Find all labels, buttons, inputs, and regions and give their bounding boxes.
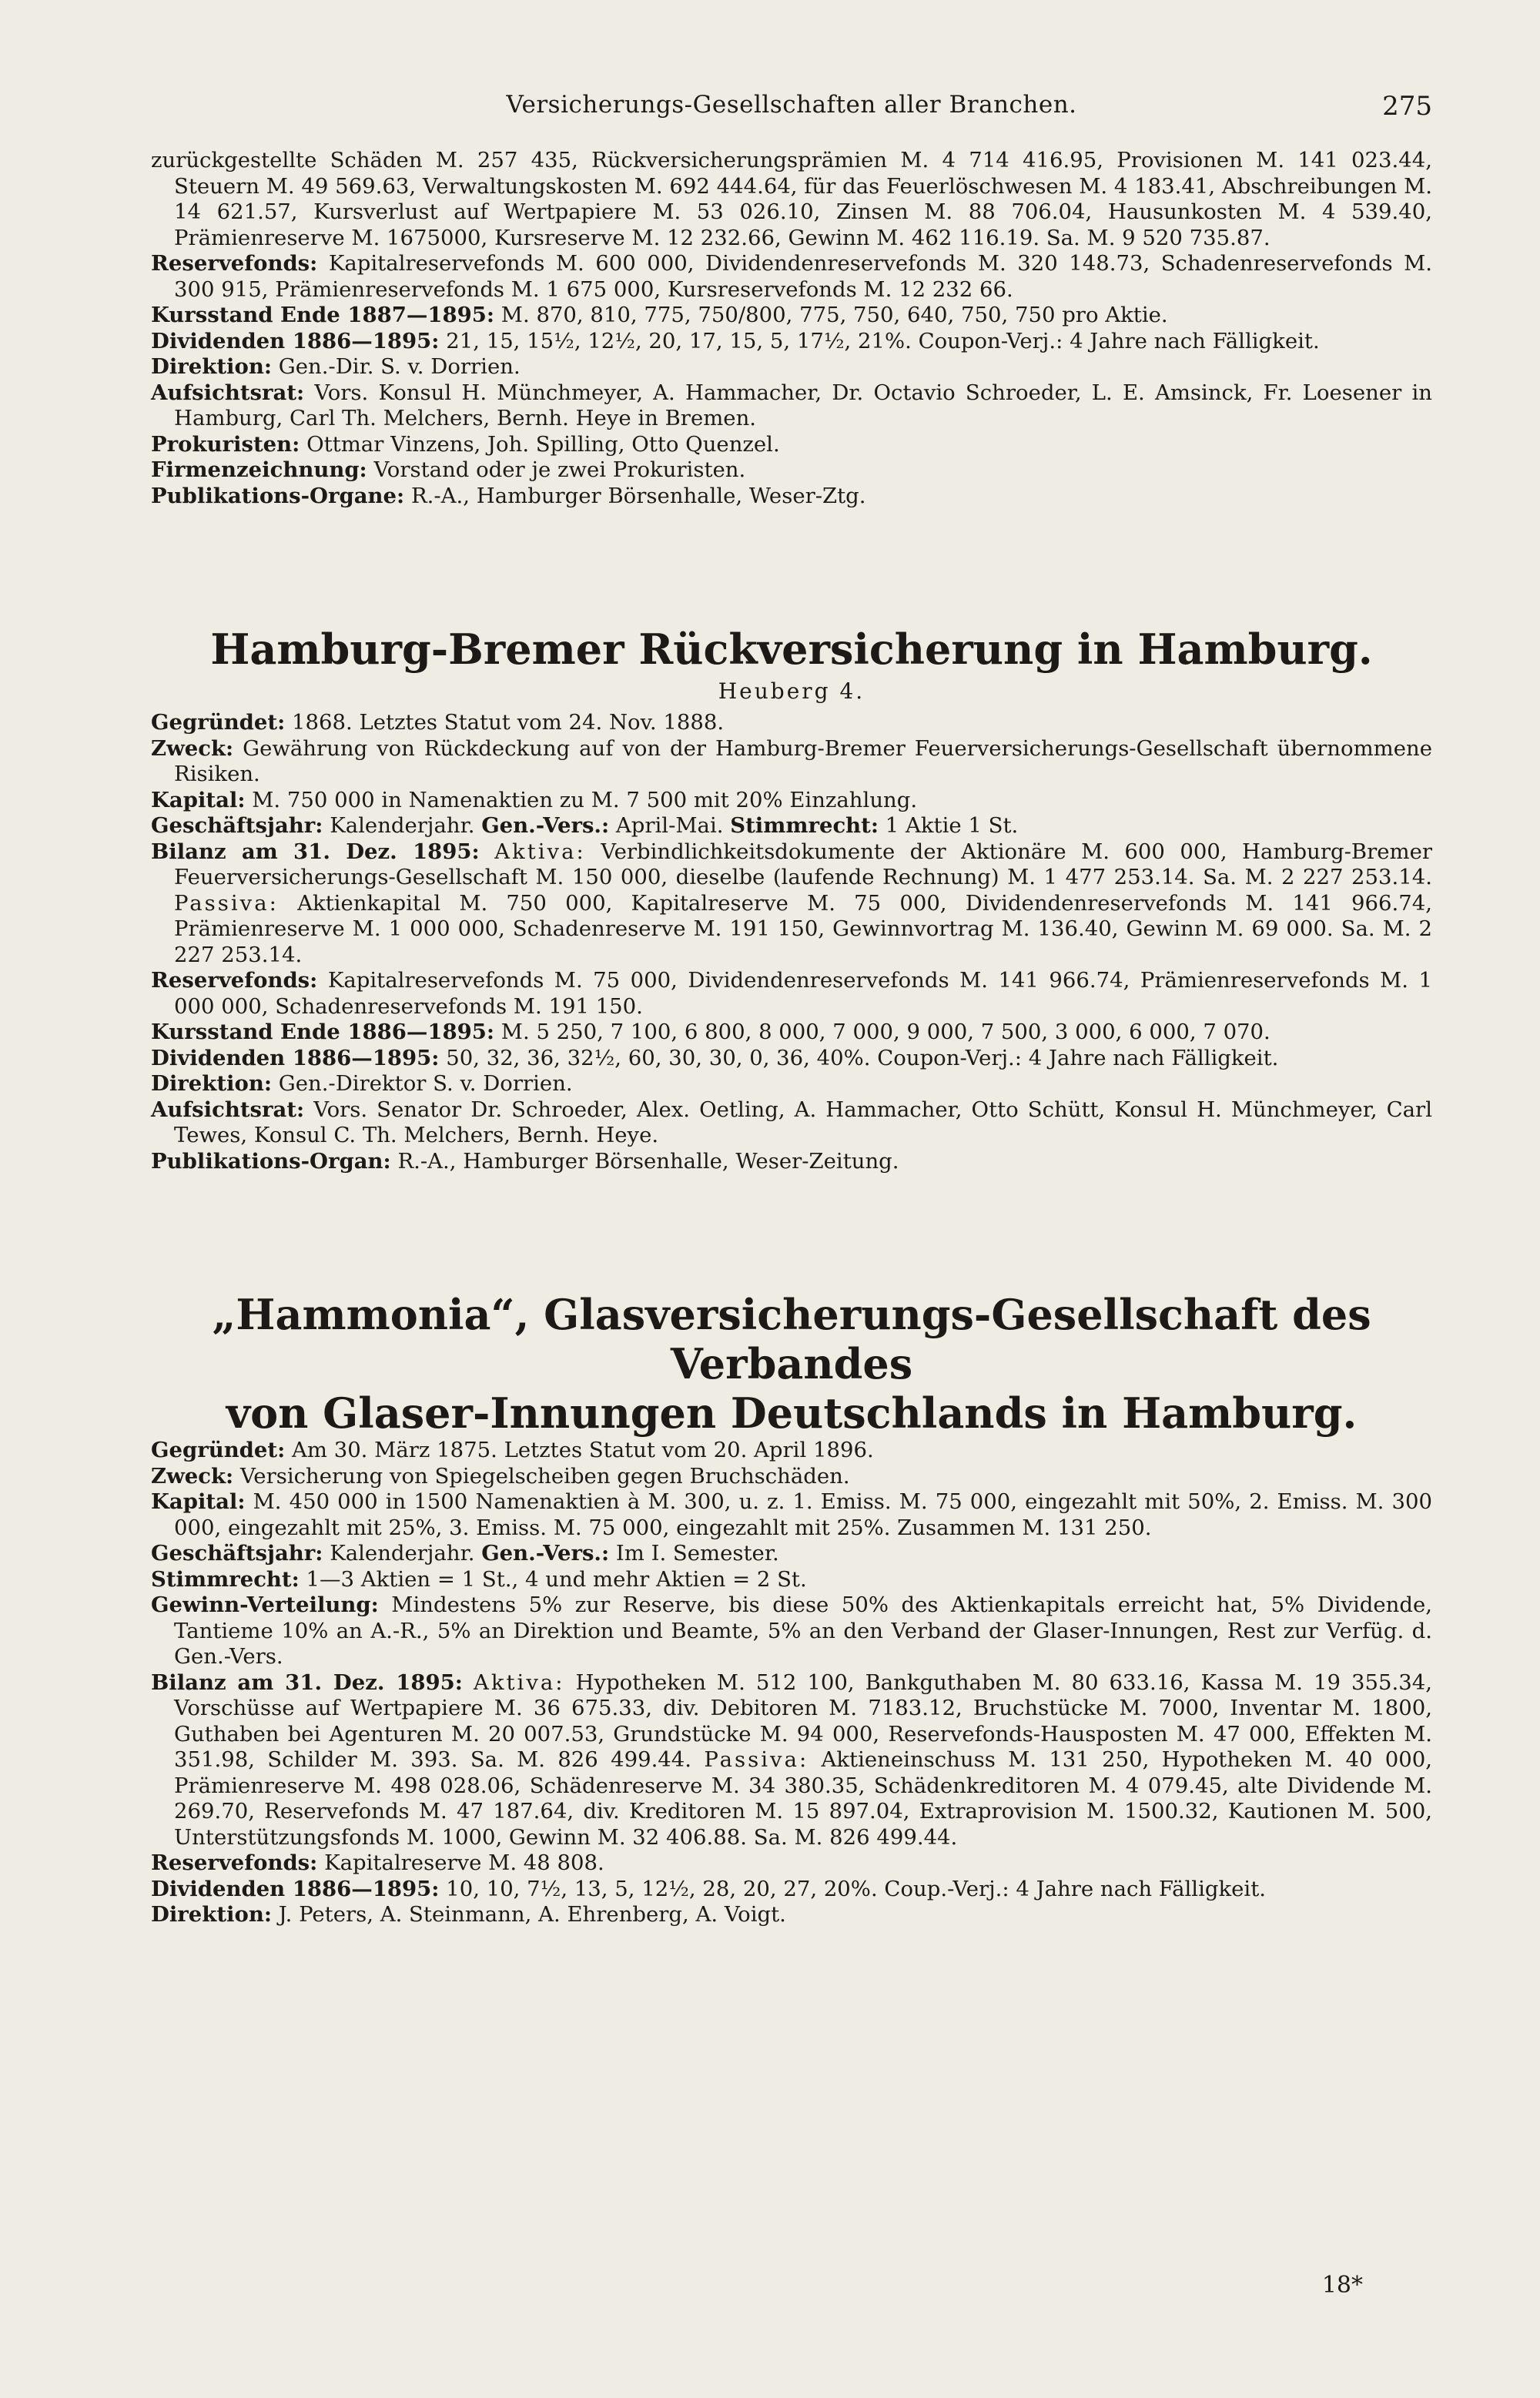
paragraph-label: Gegründet:: [151, 710, 286, 735]
paragraph-text: J. Peters, A. Steinmann, A. Ehrenberg, A. Voigt.: [278, 1902, 786, 1927]
paragraph-spaced-label: Passiva:: [174, 890, 279, 916]
paragraph-text: R.-A., Hamburger Börsenhalle, Weser-Ztg.: [410, 483, 866, 508]
paragraph-label: Stimmrecht:: [730, 813, 879, 838]
paragraph-text: 50, 32, 36, 32½, 60, 30, 30, 0, 36, 40%. Coupon-Verj.: 4 Jahre nach Fälligkeit.: [446, 1045, 1279, 1070]
paragraph-label: Firmenzeichnung:: [151, 457, 367, 482]
section-paragraph: [151, 736, 1432, 788]
paragraph-text: M. 870, 810, 775, 750/800, 775, 750, 640, 750, 750 pro Aktie.: [500, 303, 1168, 327]
paragraph-text: zurückgestellte Schäden M. 257 435, Rückversicherungsprämien M. 4 714 416.95, Provisionen M. 141 023.44, Steuern M. 49 569.63, Verwaltungskosten M. 692 444.64, für das Feuerlöschwesen M. 4 183.41, Abschreibungen M. 14 621.57, Kursverlust auf Wertpapiere M. 53 026.10, Zinsen M. 88 706.04, Hausunkosten M. 4 539.40, Prämienreserve M. 1675000, Kursreserve M. 12 232.66, Gewinn M. 462 116.19. Sa. M. 9 520 735.87.: [151, 148, 1432, 250]
paragraph-label: Dividenden 1886—1895:: [151, 328, 440, 353]
paragraph-text: Gewährung von Rückdeckung auf von der Hamburg-Bremer Feuerversicherungs-Gesellschaft übernommene Risiken.: [174, 735, 1432, 786]
paragraph-text: M. 5 250, 7 100, 6 800, 8 000, 7 000, 9 000, 7 500, 3 000, 6 000, 7 070.: [500, 1020, 1270, 1044]
continuation-paragraph: [151, 457, 1432, 484]
paragraph-label: Reservefonds:: [151, 1850, 318, 1875]
paragraph-label: Geschäftsjahr:: [151, 813, 323, 838]
paragraph-text: Am 30. März 1875. Letztes Statut vom 20. April 1896.: [292, 1438, 874, 1462]
paragraph-label: Gen.-Vers.:: [481, 1541, 610, 1566]
paragraph-text: Mindestens 5% zur Reserve, bis diese 50% des Aktienkapitals erreicht hat, 5% Dividende, Tantieme 10% an A.-R., 5% an Direktion und Beamte, 5% an den Verband der Glaser-Innungen, Rest zur Verfüg. d. Gen.-Vers.: [174, 1593, 1432, 1669]
paragraph-text: M. 750 000 in Namenaktien zu M. 7 500 mit 20% Einzahlung.: [252, 787, 918, 812]
paragraph-spaced-label: Passiva:: [704, 1747, 809, 1772]
paragraph-text: 10, 10, 7½, 13, 5, 12½, 28, 20, 27, 20%. Coup.-Verj.: 4 Jahre nach Fälligkeit.: [446, 1876, 1267, 1901]
paragraph-text: April-Mai.: [615, 813, 724, 838]
section-paragraph: [151, 1149, 1432, 1175]
paragraph-label: Gegründet:: [151, 1438, 286, 1462]
paragraph-spaced-label: Aktiva:: [494, 839, 586, 864]
section-title-line-2: von Glaser-Innungen Deutschlands in Hamburg.: [226, 1388, 1358, 1438]
paragraph-label: Stimmrecht:: [151, 1566, 300, 1592]
paragraph-text: Kapitalreservefonds M. 75 000, Dividendenreservefonds M. 141 966.74, Prämienreservefonds M. 1 000 000, Schadenreservefonds M. 191 150.: [174, 968, 1432, 1019]
section-paragraph: [151, 710, 1432, 736]
section-paragraph: [151, 1097, 1432, 1149]
section-paragraph: [151, 1670, 1432, 1851]
paragraph-text: Im I. Semester.: [615, 1541, 779, 1566]
section-paragraph: [151, 1593, 1432, 1670]
section-paragraph: [151, 839, 1432, 969]
section-paragraph: [151, 1438, 1432, 1464]
paragraph-text: 21, 15, 15½, 12½, 20, 17, 15, 5, 17½, 21%. Coupon-Verj.: 4 Jahre nach Fälligkeit.: [446, 328, 1320, 353]
paragraph-label: Zweck:: [151, 1463, 234, 1489]
paragraph-spaced-label: Aktiva:: [473, 1670, 565, 1695]
sheet-signature-mark: 18*: [1321, 2272, 1363, 2299]
running-head: [151, 91, 1432, 137]
continuation-paragraph: [151, 303, 1432, 329]
section-paragraph: [151, 1541, 1432, 1567]
paragraph-text: Vorstand oder je zwei Prokuristen.: [373, 457, 746, 482]
paragraph-label: Kursstand Ende 1887—1895:: [151, 303, 495, 327]
paragraph-text: 1868. Letztes Statut vom 24. Nov. 1888.: [292, 710, 725, 735]
continuation-paragraph: [151, 148, 1432, 251]
section-paragraph: [151, 1046, 1432, 1072]
paragraph-label: Bilanz am 31. Dez. 1895:: [151, 1670, 463, 1695]
company-section-hamburg-bremer: [151, 625, 1432, 1174]
paragraph-text: Ottmar Vinzens, Joh. Spilling, Otto Quenzel.: [306, 431, 780, 457]
paragraph-text: Kapitalreserve M. 48 808.: [324, 1850, 604, 1875]
paragraph-label: Gen.-Vers.:: [481, 813, 610, 838]
section-address: Heuberg 4.: [718, 678, 865, 704]
paragraph-label: Prokuristen:: [151, 431, 300, 457]
paragraph-label: Kursstand Ende 1886—1895:: [151, 1020, 495, 1044]
section-paragraph: [151, 813, 1432, 839]
paragraph-text: Gen.-Direktor S. v. Dorrien.: [278, 1071, 573, 1096]
paragraph-label: Reservefonds:: [151, 968, 318, 993]
continuation-paragraph: [151, 251, 1432, 303]
paragraph-text: M. 450 000 in 1500 Namenaktien à M. 300, u. z. 1. Emiss. M. 75 000, eingezahlt mit 50%, 2. Emiss. M. 300 000, eingezahlt mit 25%, 3. Emiss. M. 75 000, eingezahlt mit 25%. Zusammen M. 131 250.: [174, 1489, 1432, 1540]
section-paragraph: [151, 1902, 1432, 1928]
paragraph-text: Aktienkapital M. 750 000, Kapitalreserve M. 75 000, Dividendenreservefonds M. 141 966.74, Prämienreserve M. 1 000 000, Schadenreserve M. 191 150, Gewinnvortrag M. 136.40, Gewinn M. 69 000. Sa. M. 2 227 253.14.: [174, 890, 1432, 967]
paragraph-label: Bilanz am 31. Dez. 1895:: [151, 839, 480, 864]
paragraph-text: Vors. Konsul H. Münchmeyer, A. Hammacher, Dr. Octavio Schroeder, L. E. Amsinck, Fr. Loesener in Hamburg, Carl Th. Melchers, Bernh. Heye in Bremen.: [174, 380, 1432, 430]
paragraph-label: Publikations-Organe:: [151, 483, 405, 508]
paragraph-text: 1—3 Aktien = 1 St., 4 und mehr Aktien = 2 St.: [306, 1566, 807, 1592]
paragraph-label: Reservefonds:: [151, 251, 318, 276]
paragraph-label: Dividenden 1886—1895:: [151, 1045, 440, 1070]
paragraph-label: Zweck:: [151, 735, 234, 761]
paragraph-text: R.-A., Hamburger Börsenhalle, Weser-Zeitung.: [397, 1148, 899, 1174]
paragraph-text: Versicherung von Spiegelscheiben gegen Bruchschäden.: [239, 1463, 850, 1489]
section-paragraph: [151, 1020, 1432, 1046]
section-paragraph: [151, 1489, 1432, 1541]
paragraph-label: Dividenden 1886—1895:: [151, 1876, 440, 1901]
page-number: 275: [1382, 91, 1432, 122]
section-paragraph: [151, 1877, 1432, 1903]
paragraph-label: Aufsichtsrat:: [151, 1097, 305, 1122]
paragraph-text: Hypotheken M. 512 100, Bankguthaben M. 80 633.16, Kassa M. 19 355.34, Vorschüsse auf Wertpapiere M. 36 675.33, div. Debitoren M. 7183.12, Bruchstücke M. 7000, Inventar M. 1800, Guthaben bei Agenturen M. 20 007.53, Grundstücke M. 94 000, Reservefonds-Hausposten M. 47 000, Effekten M. 351.98, Schilder M. 393. Sa. M. 826 499.44.: [174, 1670, 1432, 1772]
paragraph-text: 1 Aktie 1 St.: [885, 813, 1019, 838]
paragraph-label: Aufsichtsrat:: [151, 380, 305, 405]
paragraph-label: Direktion:: [151, 1902, 272, 1927]
paragraph-text: Vors. Senator Dr. Schroeder, Alex. Oetling, A. Hammacher, Otto Schütt, Konsul H. Münchmeyer, Carl Tewes, Konsul C. Th. Melchers, Bernh. Heye.: [174, 1097, 1432, 1147]
continuation-block: [151, 148, 1432, 509]
section-paragraph: [151, 1071, 1432, 1097]
paragraph-label: Publikations-Organ:: [151, 1148, 391, 1174]
section-paragraph: [151, 1567, 1432, 1593]
paragraph-label: Kapital:: [151, 1489, 246, 1514]
section-title-line-1: „Hammonia“, Glasversicherungs-Gesellschaft des Verbandes: [212, 1290, 1371, 1388]
paragraph-label: Gewinn-Verteilung:: [151, 1593, 379, 1617]
section-paragraph: [151, 1464, 1432, 1490]
section-paragraph: [151, 788, 1432, 814]
section-title: Hamburg-Bremer Rückversicherung in Hamburg.: [210, 625, 1373, 674]
continuation-paragraph: [151, 484, 1432, 510]
continuation-paragraph: [151, 432, 1432, 458]
paragraph-label: Kapital:: [151, 787, 246, 812]
paragraph-label: Direktion:: [151, 354, 272, 379]
section-paragraph: [151, 1850, 1432, 1877]
paragraph-label: Geschäftsjahr:: [151, 1541, 323, 1566]
paragraph-text: Kalenderjahr.: [330, 1541, 475, 1566]
continuation-paragraph: [151, 354, 1432, 380]
running-title: Versicherungs-Gesellschaften aller Branchen.: [506, 91, 1077, 119]
company-section-hammonia: [151, 1290, 1432, 1928]
paragraph-text: Aktieneinschuss M. 131 250, Hypotheken M. 40 000, Prämienreserve M. 498 028.06, Schädenreserve M. 34 380.35, Schädenkreditoren M. 4 079.45, alte Dividende M. 269.70, Reservefonds M. 47 187.64, div. Kreditoren M. 15 897.04, Extraprovision M. 1500.32, Kautionen M. 500, Unterstützungsfonds M. 1000, Gewinn M. 32 406.88. Sa. M. 826 499.44.: [174, 1747, 1432, 1850]
paragraph-text: Kalenderjahr.: [330, 813, 475, 838]
paragraph-text: Gen.-Dir. S. v. Dorrien.: [278, 354, 521, 379]
continuation-paragraph: [151, 329, 1432, 355]
continuation-paragraph: [151, 380, 1432, 432]
section-paragraph: [151, 968, 1432, 1020]
paragraph-text: Verbindlichkeitsdokumente der Aktionäre M. 600 000, Hamburg-Bremer Feuerversicherungs-Gesellschaft M. 150 000, dieselbe (laufende Rechnung) M. 1 477 253.14. Sa. M. 2 227 253.14.: [174, 839, 1432, 889]
paragraph-text: Kapitalreservefonds M. 600 000, Dividendenreservefonds M. 320 148.73, Schadenreservefonds M. 300 915, Prämienreservefonds M. 1 675 000, Kursreservefonds M. 12 232 66.: [174, 251, 1432, 302]
paragraph-label: Direktion:: [151, 1071, 272, 1096]
